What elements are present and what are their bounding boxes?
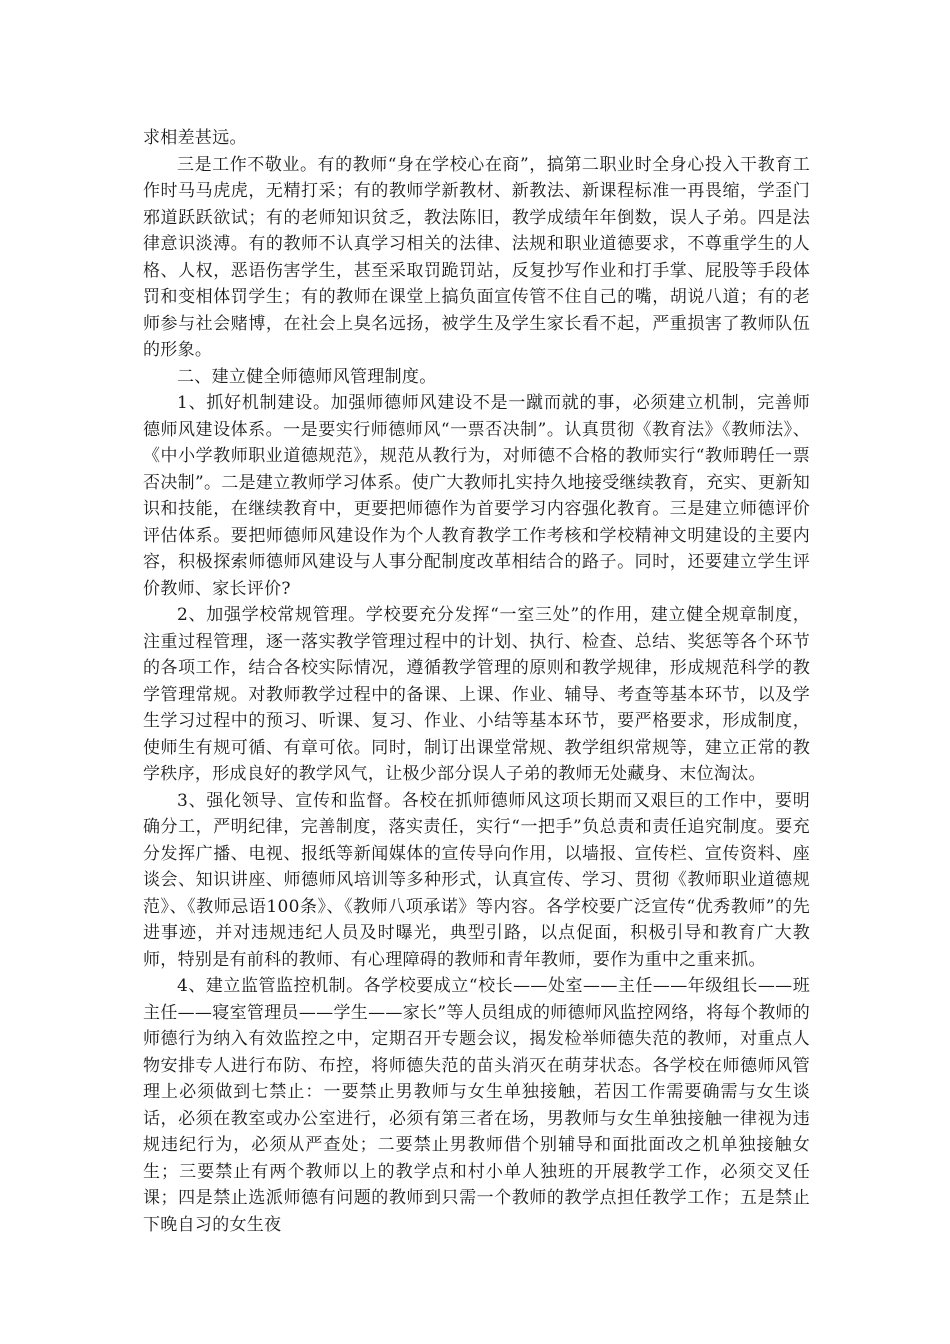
paragraph-work-attitude: 三是工作不敬业。有的教师“身在学校心在商”，搞第二职业时全身心投入干教育工作时马马虎虎，无精打采；有的教师学新教材、新教法、新课程标准一再畏缩，学歪门邪道跃跃欲试；有的老师知识贫乏，教法陈旧，教学成绩年年倒数，误人子弟。四是法律意识淡溥。有的教师不认真学习相关的法律、法规和职业道德要求，不尊重学生的人格、人权，恶语伤害学生，甚至采取罚跪罚站，反复抄写作业和打手掌、屁股等手段体罚和变相体罚学生；有的教师在课堂上搞负面宣传管不住自己的嘴，胡说八道；有的老师参与社会赌博，在社会上臭名远扬，被学生及学生家长看不起，严重损害了教师队伍的形象。 (143, 154, 810, 360)
document-body (143, 125, 810, 1238)
paragraph-leadership: 3、强化领导、宣传和监督。各校在抓师德师风这项长期而又艰巨的工作中，要明确分工，严明纪律，完善制度，落实责任，实行“一把手”负总责和责任追究制度。要充分发挥广播、电视、报纸等新闻媒体的宣传导向作用，以墙报、宣传栏、宣传资料、座谈会、知识讲座、师德师风培训等多种形式，认真宣传、学习、贯彻《教师职业道德规范》、《教师忌语100条》、《教师八项承诺》等内容。各学校要广泛宣传“优秀教师”的先进事迹，并对违规违纪人员及时曝光，典型引路，以点促面，积极引导和教育广大教师，特别是有前科的教师、有心理障碍的教师和青年教师，要作为重中之重来抓。 (143, 790, 810, 970)
paragraph-mechanism: 1、抓好机制建设。加强师德师风建设不是一蹴而就的事，必须建立机制，完善师德师风建设体系。一是要实行师德师风“一票否决制”。认真贯彻《教育法》《教师法》、《中小学教师职业道德规范》，规范从教行为，对师德不合格的教师实行“教师聘任一票否决制”。二是建立教师学习体系。使广大教师扎实持久地接受继续教育，充实、更新知识和技能，在继续教育中，更要把师德作为首要学习内容强化教育。三是建立师德评价评估体系。要把师德师风建设作为个人教育教学工作考核和学校精神文明建设的主要内容，积极探索师德师风建设与人事分配制度改革相结合的路子。同时，还要建立学生评价教师、家长评价? (143, 393, 810, 599)
paragraph-continuation: 求相差甚远。 (143, 128, 247, 148)
paragraph-routine-management: 2、加强学校常规管理。学校要充分发挥“一室三处”的作用，建立健全规章制度，注重过程管理，逐一落实教学管理过程中的计划、执行、检查、总结、奖惩等各个环节的各项工作，结合各校实际情况，遵循教学管理的原则和教学规律，形成规范科学的教学管理常规。对教师教学过程中的备课、上课、作业、辅导、考查等基本环节，以及学生学习过程中的预习、听课、复习、作业、小结等基本环节，要严格要求，形成制度，使师生有规可循、有章可依。同时，制订出课堂常规、教学组织常规等，建立正常的教学秩序，形成良好的教学风气，让极少部分误人子弟的教师无处藏身、末位淘汰。 (143, 605, 810, 784)
paragraph-supervision: 4、建立监管监控机制。各学校要成立“校长——处室——主任——年级组长——班主任——寝室管理员——学生——家长”等人员组成的师德师风监控网络，将每个教师的师德行为纳入有效监控之中，定期召开专题会议，揭发检举师德失范的教师，对重点人物安排专人进行布防、布控，将师德失范的苗头消灭在萌芽状态。各学校在师德师风管理上必须做到七禁止：一要禁止男教师与女生单独接触，若因工作需要确需与女生谈话，必须在教室或办公室进行，必须有第三者在场，男教师与女生单独接触一律视为违规违纪行为，必须从严查处；二要禁止男教师借个别辅导和面批面改之机单独接触女生；三要禁止有两个教师以上的教学点和村小单人独班的开展教学工作，必须交叉任课；四是禁止选派师德有问题的教师到只需一个教师的教学点担任教学工作；五是禁止下晚自习的女生夜 (143, 976, 810, 1235)
section-heading-2: 二、建立健全师德师风管理制度。 (177, 366, 437, 387)
